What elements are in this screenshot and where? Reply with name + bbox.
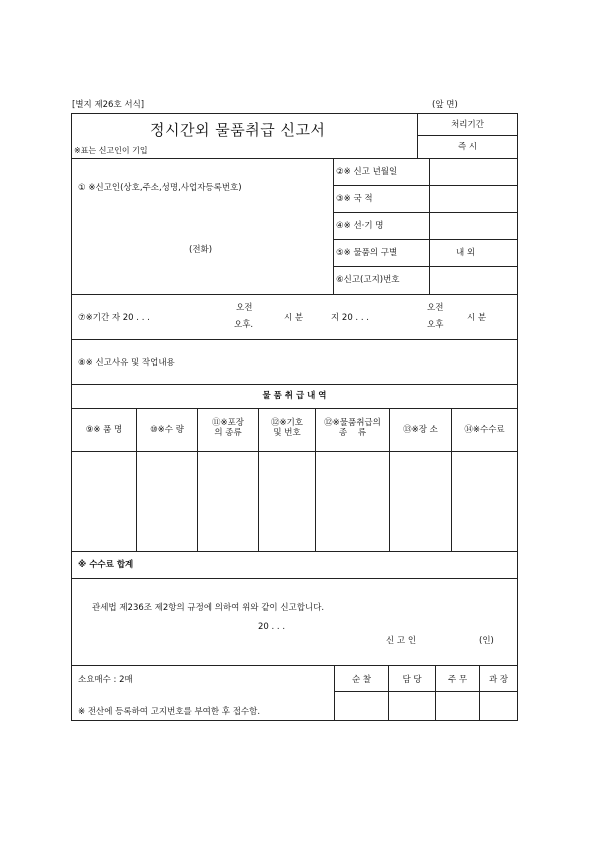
col-header-bottom-line	[71, 451, 518, 452]
seal-mark: (인)	[479, 636, 494, 646]
applicant-phone: (전화)	[189, 245, 213, 255]
fee-total-label: ※ 수수료 합계	[78, 560, 134, 570]
page-side: (앞 면)	[432, 100, 458, 110]
period-label: ⑦※기간 자 20 . . .	[78, 313, 150, 323]
approval-patrol: 순 찰	[351, 675, 372, 685]
period-time-from: 시 분	[284, 313, 304, 323]
period-to-am: 오전	[427, 303, 444, 313]
processing-mid-line	[417, 135, 517, 136]
period-to-pm: 오후	[427, 320, 444, 330]
form-title: 정시간외 물품취급 신고서	[150, 121, 326, 139]
applicant-bottom-line	[71, 294, 518, 295]
footer-note: ※ 전산에 등록하여 고지번호를 부여한 후 접수함.	[78, 707, 261, 717]
fill-note: ※표는 신고인이 기입	[74, 146, 148, 155]
frame-bottom	[71, 720, 518, 721]
field-notice-number: ⑥신고(고지)번호	[336, 275, 400, 285]
approval-director: 과 장	[488, 675, 509, 685]
field-goods-kind: ⑤※ 물품의 구별	[336, 248, 398, 258]
rf-line-1	[333, 185, 518, 186]
declaration-bottom-line	[71, 665, 518, 666]
approval-div-1	[388, 665, 389, 721]
frame-left	[71, 113, 72, 721]
title-bottom-line	[71, 158, 518, 159]
field-report-date: ②※ 신고 년월일	[336, 167, 398, 177]
processing-value: 즉 시	[457, 142, 478, 152]
approval-div-3	[479, 665, 480, 721]
detail-table-bottom-line	[71, 551, 518, 552]
period-am: 오전	[236, 303, 253, 313]
frame-top	[71, 113, 518, 114]
col-header-package: ⑪※포장 의 종류	[211, 418, 245, 438]
approval-div-2	[435, 665, 436, 721]
col-header-item: ⑨※ 품 명	[85, 425, 123, 435]
period-time-to: 시 분	[467, 313, 487, 323]
approval-chief: 주 무	[447, 675, 468, 685]
period-pm: 오후.	[234, 320, 254, 330]
form-number: [별지 제26호 서식]	[72, 100, 145, 110]
col-header-quantity: ⑩※수 량	[150, 425, 184, 435]
processing-label: 처리기간	[451, 120, 484, 130]
applicant-divider	[333, 158, 334, 294]
rf-line-3	[333, 239, 518, 240]
right-fields-divider	[429, 158, 430, 294]
col-header-handling-type: ⑫※물품취급의 종 류	[324, 418, 381, 438]
period-to-label: 지 20 . . .	[331, 313, 369, 323]
col-header-fee: ⑭※수수료	[464, 425, 505, 435]
goods-kind-value: 내 외	[456, 248, 476, 258]
detail-heading: 물 품 취 급 내 역	[262, 391, 327, 401]
approval-mid-line	[334, 691, 518, 692]
approval-officer: 담 당	[402, 675, 422, 685]
reason-label: ⑧※ 신고사유 및 작업내용	[78, 358, 175, 368]
col-header-marks: ⑫※기호 및 번호	[270, 418, 304, 438]
signer-label: 신 고 인	[386, 636, 417, 646]
field-vessel-name: ④※ 선·기 명	[336, 221, 384, 231]
rf-line-4	[333, 266, 518, 267]
applicant-label: ① ※신고인(상호,주소,성명,사업자등록번호)	[78, 183, 242, 193]
copies-label: 소요매수 : 2매	[78, 675, 133, 685]
declaration-date: 20 . . .	[258, 622, 286, 632]
col-header-place: ⑬※장 소	[403, 425, 438, 435]
fee-total-bottom-line	[71, 578, 518, 579]
rf-line-2	[333, 212, 518, 213]
declaration-text: 관세법 제236조 제2항의 규정에 의하여 위와 같이 신고합니다.	[92, 603, 325, 613]
period-bottom-line	[71, 339, 518, 340]
frame-right	[517, 113, 518, 721]
field-nationality: ③※ 국 적	[336, 194, 373, 204]
approval-div-0	[334, 665, 335, 721]
reason-bottom-line	[71, 384, 518, 385]
